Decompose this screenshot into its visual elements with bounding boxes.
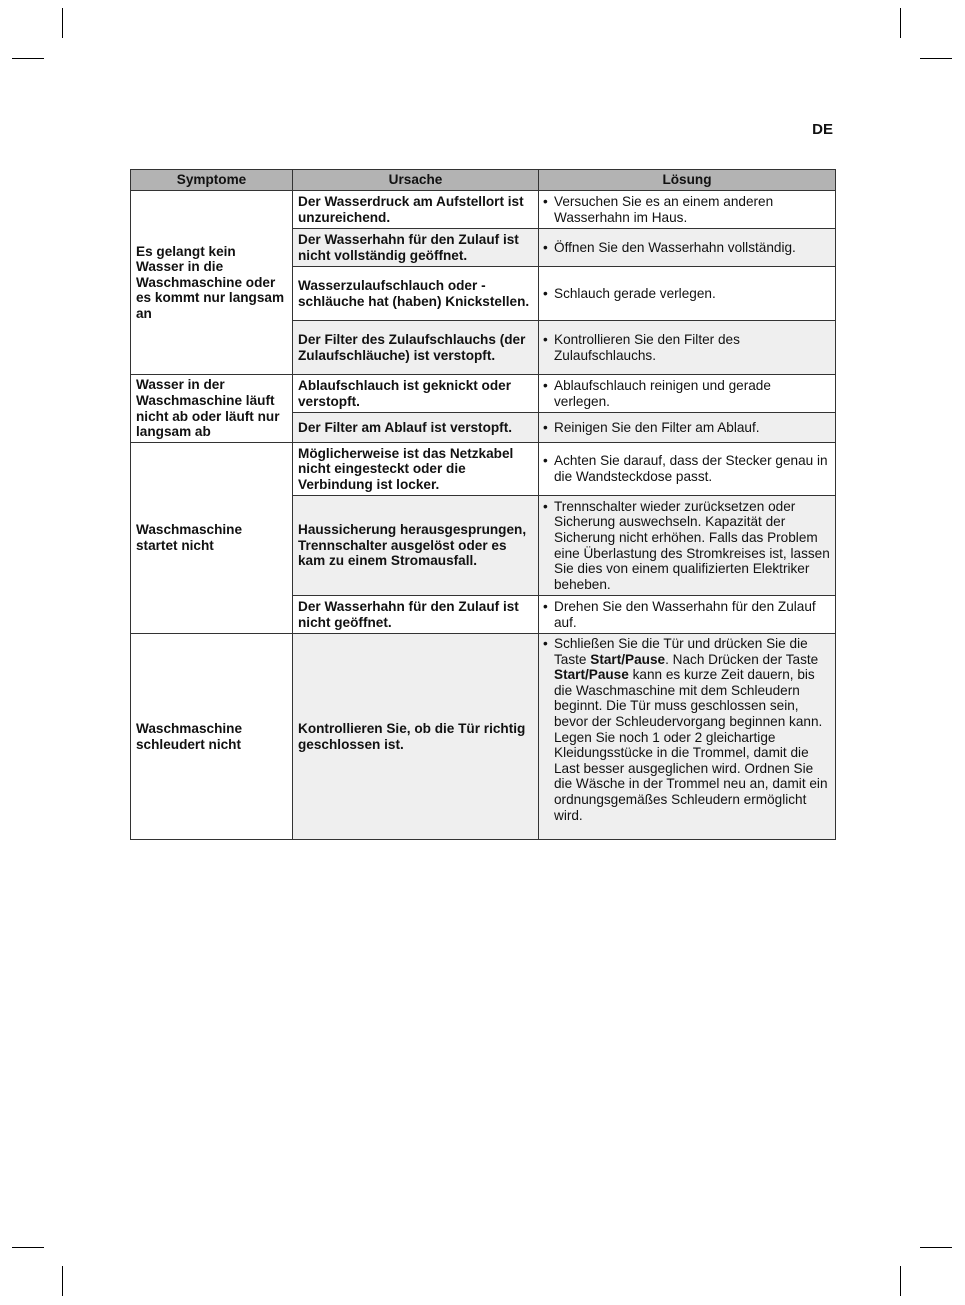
crop-mark: [12, 58, 44, 59]
solution-text: Drehen Sie den Wasserhahn für den Zulauf auf.: [554, 598, 816, 630]
cause-cell: Kontrollieren Sie, ob die Tür richtig geschlossen ist.: [293, 634, 539, 840]
crop-mark: [920, 58, 952, 59]
troubleshooting-table: [130, 169, 836, 840]
solution-text: Trennschalter wieder zurücksetzen oder Sicherung auswechseln. Kapazität der Sicherung nicht erhöhen. Falls das Problem eine Überlastung des Stromkreises ist, lassen Sie dies von einem qualifizierten Elektriker beheben.: [554, 498, 830, 592]
solution-cell: • Ablaufschlauch reinigen und gerade verlegen.: [539, 375, 836, 413]
solution-text: Öffnen Sie den Wasserhahn vollständig.: [554, 239, 796, 255]
crop-mark: [900, 1266, 901, 1296]
solution-text: Schlauch gerade verlegen.: [554, 285, 716, 301]
language-code: DE: [812, 121, 833, 138]
symptom-cell: Waschmaschine schleudert nicht: [131, 634, 293, 840]
start-pause-key-label: Start/Pause: [590, 651, 666, 667]
solution-text-part: kann es kurze Zeit dauern, bis die Waschmaschine mit dem Schleudern beginnt. Die Tür muss geschlossen sein, bevor der Schleudervorgang beginnen kann. Legen Sie noch 1 oder 2 gleichartige Kleidungsstücke in die Trommel, damit die Last besser ausgeglichen wird. Ordnen Sie die Wäsche in der Trommel neu an, damit ein ordnungsgemäßes Schleudern ermöglicht wird.: [554, 667, 828, 823]
symptom-cell: Es gelangt kein Wasser in die Waschmaschine oder es kommt nur langsam an: [131, 191, 293, 375]
header-cause: Ursache: [293, 170, 539, 191]
cause-cell: Der Wasserdruck am Aufstellort ist unzureichend.: [293, 191, 539, 229]
table-row: [131, 375, 836, 413]
table-row: [131, 191, 836, 229]
solution-text: Versuchen Sie es an einem anderen Wasserhahn im Haus.: [554, 193, 774, 225]
crop-mark: [900, 8, 901, 38]
table-row: [131, 634, 836, 840]
crop-mark: [920, 1247, 952, 1248]
cause-cell: Der Wasserhahn für den Zulauf ist nicht vollständig geöffnet.: [293, 229, 539, 267]
solution-text-part: Schließen Sie die Tür und drücken Sie die Taste: [554, 636, 808, 667]
start-pause-key-label: Start/Pause: [554, 667, 629, 683]
cause-cell: Haussicherung herausgesprungen, Trennschalter ausgelöst oder es kam zu einem Stromausfall.: [293, 496, 539, 596]
cause-cell: Der Wasserhahn für den Zulauf ist nicht geöffnet.: [293, 596, 539, 634]
cause-cell: Der Filter am Ablauf ist verstopft.: [293, 413, 539, 443]
symptom-cell: Wasser in der Waschmaschine läuft nicht ab oder läuft nur langsam ab: [131, 375, 293, 443]
crop-mark: [12, 1247, 44, 1248]
cause-cell: Möglicherweise ist das Netzkabel nicht eingesteckt oder die Verbindung ist locker.: [293, 443, 539, 496]
solution-cell: • Reinigen Sie den Filter am Ablauf.: [539, 413, 836, 443]
solution-text: [554, 636, 830, 823]
solution-cell: • Schließen Sie die Tür und drücken Sie die Taste Start/Pause. Nach Drücken der Taste Start/Pause kann es kurze Zeit dauern, bis die Waschmaschine mit dem Schleudern beginnt. Die Tür muss geschlossen sein, bevor der Schleudervorgang beginnen kann. Legen Sie noch 1 oder 2 gleichartige Kleidungsstücke in die Trommel, damit die Last besser ausgeglichen wird. Ordnen Sie die Wäsche in der Trommel neu an, damit ein ordnungsgemäßes Schleudern ermöglicht wird.: [539, 634, 836, 840]
cause-cell: Ablaufschlauch ist geknickt oder verstopft.: [293, 375, 539, 413]
symptom-cell: Waschmaschine startet nicht: [131, 443, 293, 634]
solution-cell: • Schlauch gerade verlegen.: [539, 267, 836, 321]
solution-text: Ablaufschlauch reinigen und gerade verlegen.: [554, 377, 771, 409]
solution-cell: • Trennschalter wieder zurücksetzen oder Sicherung auswechseln. Kapazität der Sicherung nicht erhöhen. Falls das Problem eine Überlastung des Stromkreises ist, lassen Sie dies von einem qualifizierten Elektriker beheben.: [539, 496, 836, 596]
solution-cell: • Öffnen Sie den Wasserhahn vollständig.: [539, 229, 836, 267]
table-header-row: [131, 170, 836, 191]
solution-text: Achten Sie darauf, dass der Stecker genau in die Wandsteckdose passt.: [554, 453, 828, 484]
solution-text: Reinigen Sie den Filter am Ablauf.: [554, 419, 760, 435]
solution-cell: • Versuchen Sie es an einem anderen Wasserhahn im Haus.: [539, 191, 836, 229]
solution-text-part: . Nach Drücken der Taste: [665, 651, 819, 667]
cause-cell: Der Filter des Zulaufschlauchs (der Zulaufschläuche) ist verstopft.: [293, 321, 539, 375]
solution-cell: • Achten Sie darauf, dass der Stecker genau in die Wandsteckdose passt.: [539, 443, 836, 496]
solution-cell: • Kontrollieren Sie den Filter des Zulaufschlauchs.: [539, 321, 836, 375]
cause-cell: Wasserzulaufschlauch oder -schläuche hat (haben) Knickstellen.: [293, 267, 539, 321]
crop-mark: [62, 8, 63, 38]
solution-text: Kontrollieren Sie den Filter des Zulaufschlauchs.: [554, 331, 740, 363]
table-row: [131, 443, 836, 496]
header-solution: Lösung: [539, 170, 836, 191]
solution-cell: • Drehen Sie den Wasserhahn für den Zulauf auf.: [539, 596, 836, 634]
crop-mark: [62, 1266, 63, 1296]
header-symptoms: Symptome: [131, 170, 293, 191]
